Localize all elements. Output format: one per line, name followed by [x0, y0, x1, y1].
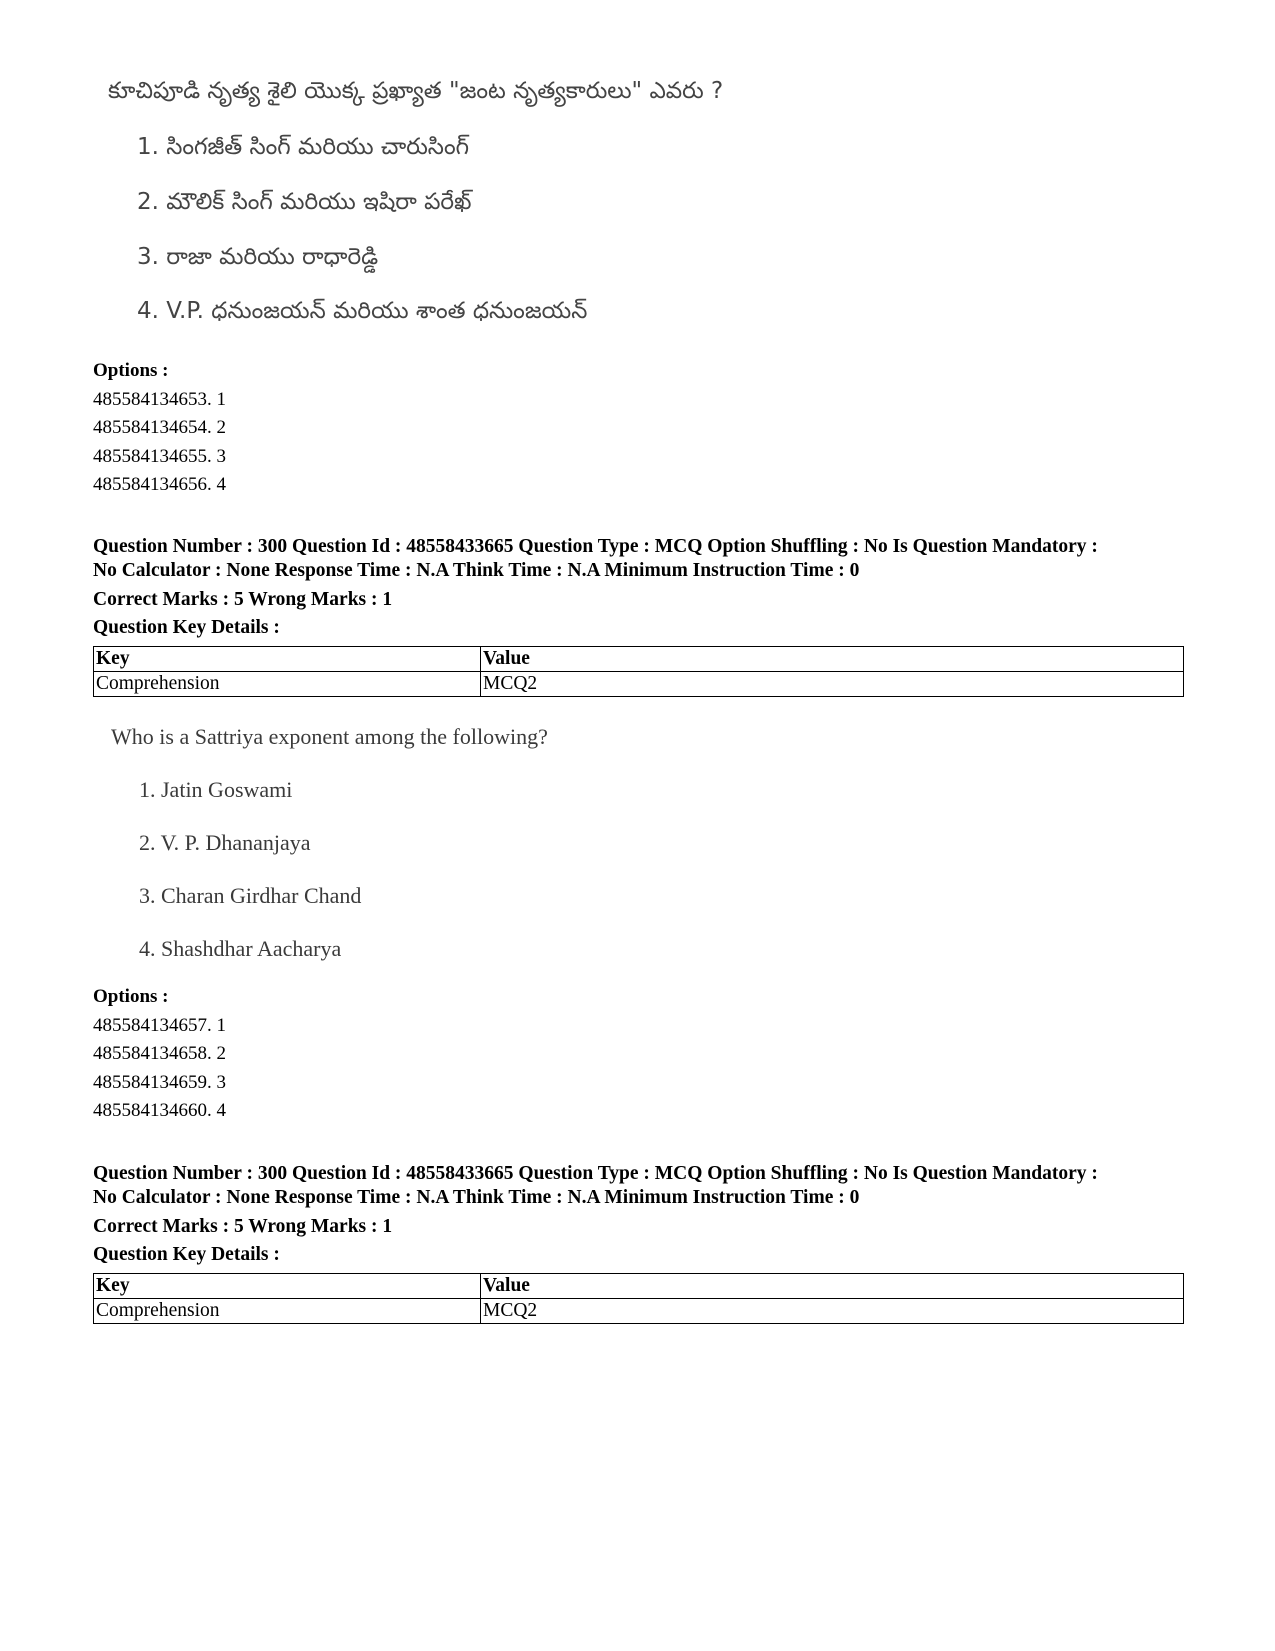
table-header-value: Value [481, 1274, 1184, 1299]
table-cell-value: MCQ2 [481, 672, 1184, 697]
question-header-line-2: No Calculator : None Response Time : N.A Think Time : N.A Minimum Instruction Time : 0 [93, 560, 860, 581]
option-item: 485584134654. 2 [93, 417, 226, 438]
table-cell-key: Comprehension [94, 672, 481, 697]
key-details-label: Question Key Details : [93, 617, 280, 638]
marks-line: Correct Marks : 5 Wrong Marks : 1 [93, 589, 393, 610]
option-item: 485584134656. 4 [93, 474, 226, 495]
question-1-options [93, 357, 226, 500]
table-cell-value: MCQ2 [481, 1299, 1184, 1324]
key-details-label: Question Key Details : [93, 1244, 280, 1265]
table-header-row [94, 647, 1184, 672]
question-2-choice-4: 4. Shashdhar Aacharya [139, 936, 342, 961]
option-item: 485584134658. 2 [93, 1043, 226, 1064]
question-1-choice-3: 3. రాజా మరియు రాధారెడ్డి [137, 244, 379, 270]
question-2-choice-2: 2. V. P. Dhananjaya [139, 830, 311, 855]
table-header-key: Key [94, 1274, 481, 1299]
table-cell-key: Comprehension [94, 1299, 481, 1324]
options-label: Options : [93, 986, 169, 1007]
question-2-choice-1: 1. Jatin Goswami [139, 777, 293, 802]
table-header-value: Value [481, 647, 1184, 672]
option-item: 485584134655. 3 [93, 445, 226, 467]
options-label: Options : [93, 360, 169, 381]
table-header-key: Key [94, 647, 481, 672]
question-header-line-1: Question Number : 300 Question Id : 48558433665 Question Type : MCQ Option Shuffling : No Is Question Mandatory : [93, 1163, 1098, 1184]
table-row [94, 672, 1184, 697]
table-row [94, 1299, 1184, 1324]
key-details-table [93, 646, 1184, 697]
question-1-choice-2: 2. మౌలిక్ సింగ్ మరియు ఇషిరా పరేఖ్ [137, 189, 472, 215]
question-1-choice-4: 4. V.P. ధనుంజయన్ మరియు శాంత ధనుంజయన్ [137, 298, 588, 324]
question-1-choice-1: 1. సింగజీత్ సింగ్ మరియు చారుసింగ్ [137, 134, 470, 160]
question-2-stem: Who is a Sattriya exponent among the following? [111, 724, 548, 749]
option-item: 485584134659. 3 [93, 1071, 226, 1093]
option-item: 485584134653. 1 [93, 388, 226, 410]
question-2-options [93, 983, 226, 1126]
marks-line: Correct Marks : 5 Wrong Marks : 1 [93, 1216, 393, 1237]
option-item: 485584134660. 4 [93, 1100, 226, 1121]
question-header-line-1: Question Number : 300 Question Id : 48558433665 Question Type : MCQ Option Shuffling : No Is Question Mandatory : [93, 536, 1098, 557]
key-details-table [93, 1273, 1184, 1324]
question-2-choice-3: 3. Charan Girdhar Chand [139, 883, 362, 908]
question-1-stem: కూచిపూడి నృత్య శైలి యొక్క ప్రఖ్యాత "జంట నృత్యకారులు" ఎవరు ? [108, 78, 724, 104]
table-header-row [94, 1274, 1184, 1299]
question-header-line-2: No Calculator : None Response Time : N.A Think Time : N.A Minimum Instruction Time : 0 [93, 1187, 860, 1208]
option-item: 485584134657. 1 [93, 1014, 226, 1036]
